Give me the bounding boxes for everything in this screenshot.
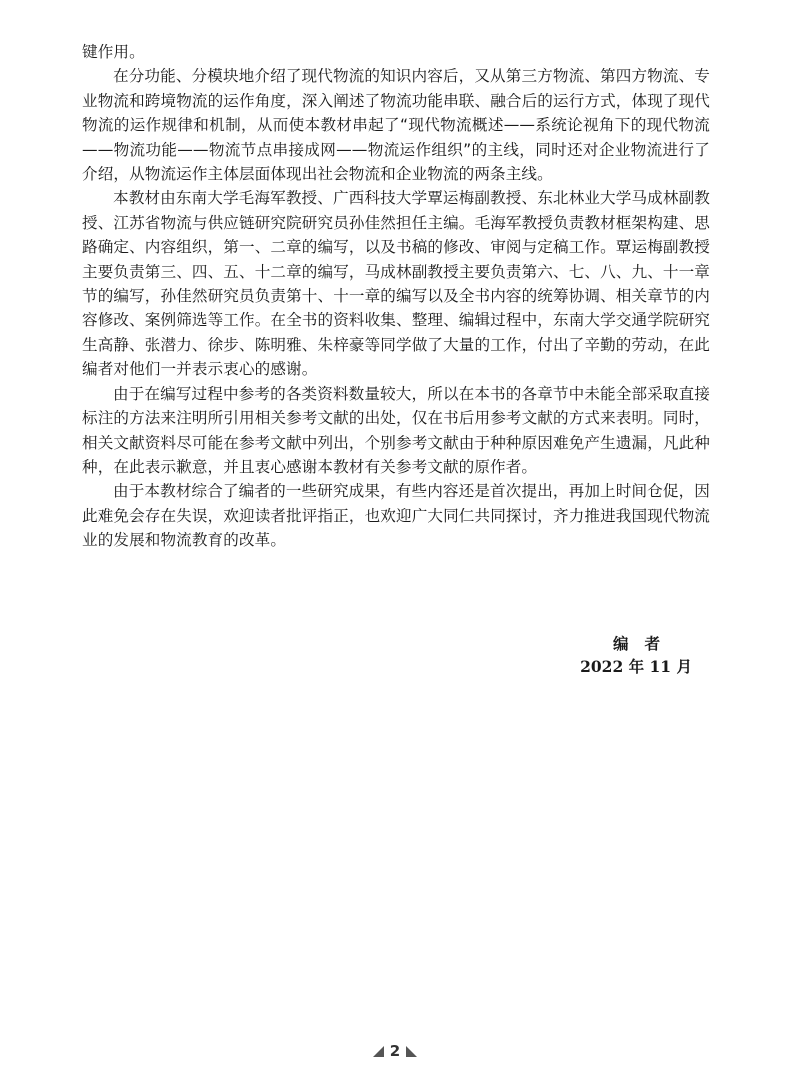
paragraph-authors: 本教材由东南大学毛海军教授、广西科技大学覃运梅副教授、东北林业大学马成林副教授、江苏省物流与供应链研究院研究员孙佳然担任主编。毛海军教授负责教材框架构建、思路确定、内容组织，第一、二章的编写，以及书稿的修改、审阅与定稿工作。覃运梅副教授主要负责第三、四、五、十二章的编写，马成林副教授主要负责第六、七、八、九、十一章节的编写，孙佳然研究员负责第十、十一章的编写以及全书内容的统筹协调、相关章节的内容修改、案例筛选等工作。在全书的资料收集、整理、编辑过程中，东南大学交通学院研究生高静、张潜力、徐步、陈明雅、朱梓豪等同学做了大量的工作，付出了辛勤的劳动，在此编者对他们一并表示衷心的感谢。 (82, 189, 710, 379)
paragraph-references: 由于在编写过程中参考的各类资料数量较大，所以在本书的各章节中未能全部采取直接标注的方法来注明所引用相关参考文献的出处，仅在书后用参考文献的方式来表明。同时，相关文献资料尽可能在参考文献中列出，个别参考文献由于种种原因难免产生遗漏，凡此种种，在此表示歉意，并且衷心感谢本教材有关参考文献的原作者。 (82, 384, 710, 476)
paragraph-continuation: 键作用。 (82, 43, 145, 61)
paragraph-closing: 由于本教材综合了编者的一些研究成果，有些内容还是首次提出，再加上时间仓促，因此难免会存在失误，欢迎读者批评指正，也欢迎广大同仁共同探讨，齐力推进我国现代物流业的发展和物流教育的改革。 (82, 482, 710, 550)
paragraph-content-overview: 在分功能、分模块地介绍了现代物流的知识内容后，又从第三方物流、第四方物流、专业物流和跨境物流的运作角度，深入阐述了物流功能串联、融合后的运行方式，体现了现代物流的运作规律和机制，从而使本教材串起了“现代物流概述——系统论视角下的现代物流——物流功能——物流节点串接成网——物流运作组织”的主线，同时还对企业物流进行了介绍，从物流运作主体层面体现出社会物流和企业物流的两条主线。 (82, 67, 710, 184)
signature-block (580, 632, 692, 678)
signature-role: 编者 (612, 634, 676, 653)
page-footer (0, 1042, 790, 1060)
preface-body (82, 40, 710, 553)
page-number: 2 (389, 1042, 401, 1060)
signature-date: 2022 年 11 月 (580, 657, 692, 676)
left-triangle-icon (373, 1046, 384, 1057)
right-triangle-icon (406, 1046, 417, 1057)
